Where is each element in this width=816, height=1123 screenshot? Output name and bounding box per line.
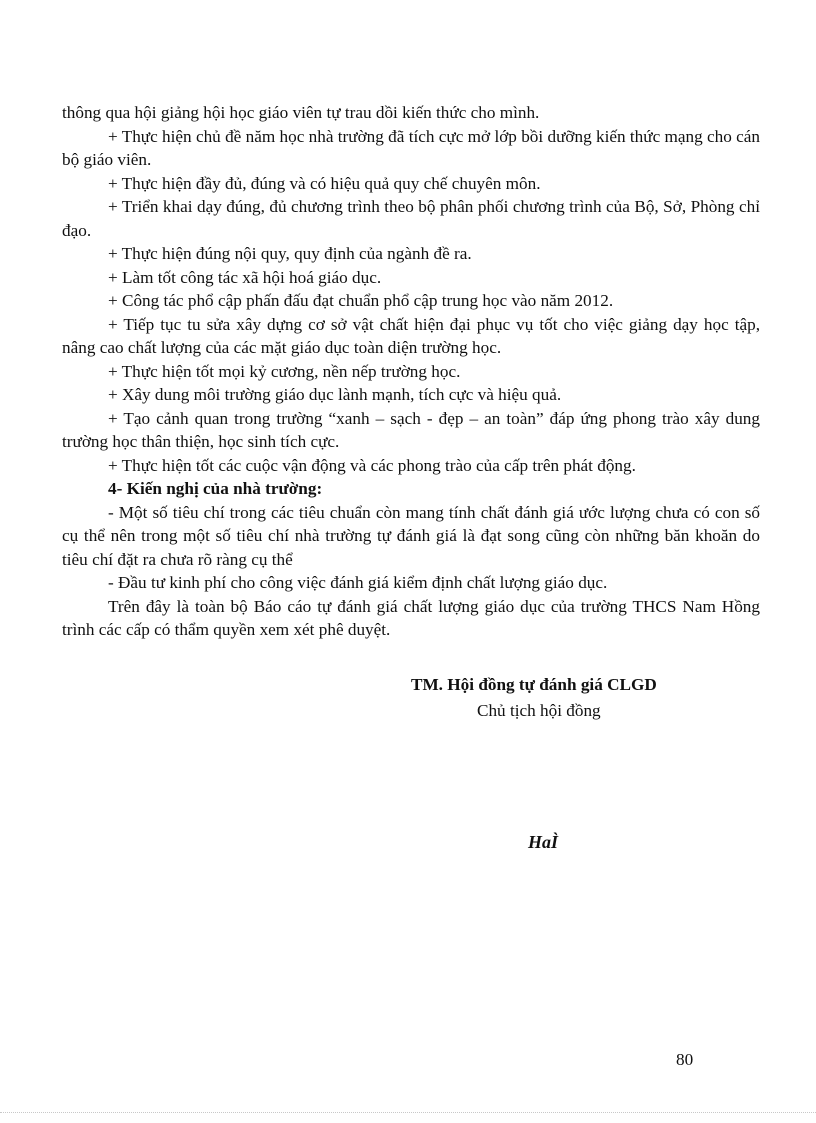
paragraph: + Thực hiện chủ đề năm học nhà trường đã tích cực mở lớp bồi dưỡng kiến thức mạng cho cán bộ giáo viên. <box>62 126 760 169</box>
paragraph: + Thực hiện đúng nội quy, quy định của ngành đề ra. <box>108 244 472 263</box>
paragraph: - Đầu tư kinh phí cho công việc đánh giá kiểm định chất lượng giáo dục. <box>108 573 608 592</box>
paragraph: + Tiếp tục tu sửa xây dựng cơ sở vật chất hiện đại phục vụ tốt cho việc giảng dạy học tập, nâng cao chất lượng của các mặt giáo dục toàn diện trường học. <box>62 314 760 357</box>
paragraph: + Thực hiện tốt các cuộc vận động và các phong trào của cấp trên phát động. <box>108 455 636 475</box>
paragraph: - Một số tiêu chí trong các tiêu chuẩn còn mang tính chất đánh giá ước lượng chưa có con số cụ thể nên trong một số tiêu chí nhà trường tự đánh giá là đạt song cũng còn những băn khoăn do tiêu chí đặt ra chưa rõ ràng cụ thể <box>62 502 760 569</box>
signature-name: HaÌ <box>528 832 559 852</box>
paragraph: + Thực hiện đầy đủ, đúng và có hiệu quả quy chế chuyên môn. <box>108 173 541 193</box>
page-number: 80 <box>676 1050 694 1069</box>
paragraph: + Xây dung môi trường giáo dục lành mạnh, tích cực và hiệu quả. <box>108 385 562 404</box>
section-heading: 4- Kiến nghị của nhà trường: <box>108 479 323 498</box>
paragraph: + Thực hiện tốt mọi kỷ cương, nền nếp trường học. <box>108 361 461 381</box>
signature-role: Chủ tịch hội đồng <box>477 701 601 720</box>
page-bottom-divider <box>0 1112 816 1113</box>
paragraph: + Tạo cảnh quan trong trường “xanh – sạch - đẹp – an toàn” đáp ứng phong trào xây dung trường học thân thiện, học sinh tích cực. <box>62 408 760 451</box>
paragraph: + Công tác phổ cập phấn đấu đạt chuẩn phổ cập trung học vào năm 2012. <box>108 291 614 310</box>
paragraph: thông qua hội giảng hội học giáo viên tự trau dồi kiến thức cho mình. <box>62 103 540 122</box>
paragraph: + Triển khai dạy đúng, đủ chương trình theo bộ phân phối chương trình của Bộ, Sở, Phòng chỉ đạo. <box>62 197 760 240</box>
signature-title: TM. Hội đồng tự đánh giá CLGD <box>411 675 657 694</box>
paragraph: + Làm tốt công tác xã hội hoá giáo dục. <box>108 267 382 287</box>
paragraph: Trên đây là toàn bộ Báo cáo tự đánh giá chất lượng giáo dục của trường THCS Nam Hồng trình các cấp có thẩm quyền xem xét phê duyệt. <box>62 596 760 639</box>
document-body <box>62 101 760 642</box>
